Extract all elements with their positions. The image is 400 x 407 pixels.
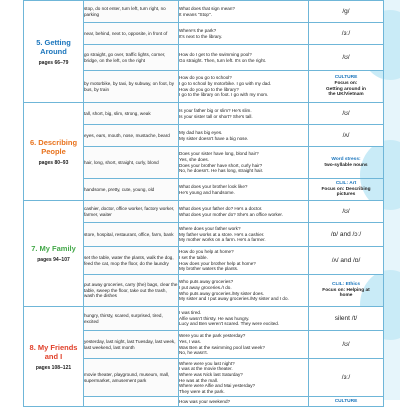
focus-line: Focus on: Helping at: [322, 287, 370, 293]
vocabulary-cell: store, hospital, restaurant, office, farm, bank: [84, 223, 179, 247]
grammar-line: Where was Nick last Saturday?: [179, 371, 243, 377]
grammar-line: Is your father big or slim? He's slim.: [179, 107, 252, 113]
grammar-cell: [179, 23, 309, 45]
grammar-line: My sister doesn't have a big nose.: [179, 135, 249, 141]
grammar-cell: [179, 125, 309, 147]
pronunciation-cell: [309, 359, 384, 397]
grammar-line: No, he wasn't.: [179, 350, 208, 356]
pronunciation-text: /ʊ/: [342, 208, 350, 215]
grammar-line: My sister and I put away groceries./My sister and I do.: [179, 296, 289, 302]
vocabulary-cell: hungry, thirsty, scared, surprised, tired, excited: [84, 307, 179, 331]
focus-heading: Word stress:: [331, 156, 361, 162]
vocabulary-cell: [84, 397, 179, 407]
focus-heading: CULTURE: [334, 74, 358, 80]
focus-line: Focus on:: [334, 80, 358, 86]
vocabulary-cell: handsome, pretty, cute, young, old: [84, 179, 179, 201]
pronunciation-text: /ɒ/ and /ɔː/: [330, 231, 362, 238]
grammar-line: Was Ben at the swimming pool last week?: [179, 344, 265, 350]
grammar-cell: [179, 45, 309, 71]
unit-title: 5. Getting Around: [36, 37, 71, 56]
pronunciation-text: /ʊ/: [342, 54, 350, 61]
pronunciation-cell: [309, 125, 384, 147]
pronunciation-cell: [309, 247, 384, 275]
grammar-line: He's young and handsome.: [179, 189, 235, 195]
grammar-cell: [179, 247, 309, 275]
grammar-cell: [179, 223, 309, 247]
grammar-line: How does your brother help at home?: [179, 260, 256, 266]
focus-line: home: [339, 293, 353, 299]
table-row: [24, 1, 384, 23]
unit-title: 8. My Friends and I: [29, 342, 78, 361]
grammar-line: What does that sign mean?: [179, 5, 235, 11]
grammar-cell: [179, 307, 309, 331]
pronunciation-cell: [309, 45, 384, 71]
vocabulary-cell: movie theater, playground, museum, mall, supermarket, amusement park: [84, 359, 179, 397]
grammar-line: How do I get to the swimming pool?: [179, 51, 252, 57]
pronunciation-text: /ʌ/: [342, 132, 350, 139]
grammar-line: My mother works on a farm. He's a farmer.: [179, 237, 266, 243]
grammar-line: Is your sister tall or short? She's tall.: [179, 113, 253, 119]
vocabulary-cell: by motorbike, by taxi, by subway, on foot, by bus, by train: [84, 71, 179, 103]
syllabus-table: [23, 0, 384, 407]
vocabulary-cell: go straight, go over, traffic lights, corner, bridge, on the left, on the right: [84, 45, 179, 71]
unit-cell: [24, 307, 84, 407]
vocabulary-cell: yesterday, last night, last Tuesday, last week, last weekend, last month: [84, 331, 179, 359]
pronunciation-cell: [309, 223, 384, 247]
grammar-cell: [179, 147, 309, 179]
grammar-line: My brother waters the plants.: [179, 266, 239, 272]
unit-cell: [24, 103, 84, 201]
focus-heading: CLIL: Art: [335, 180, 357, 186]
grammar-line: Go straight. Then, turn left. It's on the right.: [179, 57, 267, 63]
vocabulary-cell: cashier, doctor, office worker, factory worker, farmer, waiter: [84, 201, 179, 223]
grammar-line: How do you go to the library?: [179, 86, 239, 92]
grammar-line: I go to the library on foot. I go with my mom.: [179, 92, 269, 98]
focus-line: the UK/Vietnam: [328, 92, 364, 98]
grammar-line: No, he doesn't. He has long, straight hair.: [179, 168, 264, 174]
grammar-line: I go to school by motorbike. I go with my dad.: [179, 80, 272, 86]
vocabulary-cell: hair, long, short, straight, curly, blond: [84, 147, 179, 179]
grammar-cell: [179, 103, 309, 125]
focus-line: pictures: [336, 192, 356, 198]
unit-pages: pages 94–107: [37, 257, 70, 263]
grammar-cell: [179, 179, 309, 201]
grammar-line: Who puts away groceries?: [179, 279, 234, 285]
focus-cell: [309, 275, 384, 307]
grammar-line: Where were Alfie and Mai yesterday?: [179, 383, 256, 389]
unit-pages: pages 80–93: [38, 159, 69, 166]
grammar-line: I set the table.: [179, 254, 208, 260]
grammar-line: What does your father do? He's a doctor.: [179, 205, 263, 211]
vocabulary-cell: tall, short, big, slim, strong, weak: [84, 103, 179, 125]
unit-cell: [24, 201, 84, 307]
pronunciation-cell: [309, 1, 384, 23]
grammar-line: He was at the mall.: [179, 377, 219, 383]
pronunciation-text: /ɜː/: [341, 374, 351, 381]
grammar-line: Does your brother have short, curly hair?: [179, 162, 263, 168]
focus-line: two-syllable nouns: [324, 162, 368, 168]
grammar-line: My father works at a store. He's a cashier.: [179, 231, 265, 237]
vocabulary-cell: put away groceries, carry (the) bags, clear the table, sweep the floor, take out the trash, wash the dishes: [84, 275, 179, 307]
focus-cell: [309, 397, 384, 407]
grammar-cell: [179, 201, 309, 223]
vocabulary-cell: eyes, ears, mouth, nose, mustache, beard: [84, 125, 179, 147]
grammar-line: I put away groceries./I do.: [179, 284, 232, 290]
grammar-line: It means "Stop".: [179, 11, 212, 17]
pronunciation-cell: [309, 201, 384, 223]
grammar-line: What does your brother look like?: [179, 183, 248, 189]
pronunciation-text: /ʊ/: [342, 341, 350, 348]
focus-cell: [309, 147, 384, 179]
grammar-line: How do you go to school?: [179, 75, 232, 81]
unit-title: 7. My Family: [31, 244, 76, 253]
pronunciation-text: /ɜː/: [341, 30, 351, 37]
vocabulary-cell: set the table, water the plants, walk the dog, feed the cat, mop the floor, do the laundry: [84, 247, 179, 275]
pronunciation-cell: [309, 331, 384, 359]
table-row: [24, 201, 384, 223]
grammar-line: Alfie wasn't thirsty. He was hungry.: [179, 315, 250, 321]
pronunciation-text: silent /t/: [334, 315, 358, 322]
grammar-cell: [179, 359, 309, 397]
pronunciation-text: /g/: [342, 8, 350, 15]
unit-pages: pages 66–79: [38, 59, 69, 66]
grammar-line: What does your mother do? She's an office worker.: [179, 211, 283, 217]
grammar-line: Who puts away groceries./My sister does.: [179, 290, 265, 296]
vocabulary-cell: stop, do not enter, turn left, turn right, no parking: [84, 1, 179, 23]
grammar-line: How do you help at home?: [179, 249, 234, 255]
grammar-line: It's next to the library.: [179, 33, 223, 39]
focus-line: Focus on: Describing: [321, 186, 371, 192]
pronunciation-cell: [309, 103, 384, 125]
grammar-line: How was your weekend?: [179, 398, 231, 404]
vocabulary-cell: near, behind, next to, opposite, in front of: [84, 23, 179, 45]
grammar-line: Were you at the park yesterday?: [179, 333, 246, 339]
grammar-line: They were at the park.: [179, 388, 225, 394]
table-row: [24, 103, 384, 125]
grammar-cell: [179, 331, 309, 359]
grammar-line: I was at the movie theater.: [179, 366, 233, 372]
grammar-line: Does your sister have long, blond hair?: [179, 151, 259, 157]
focus-cell: [309, 179, 384, 201]
grammar-line: Yes, she does.: [179, 156, 209, 162]
focus-cell: [309, 71, 384, 103]
grammar-line: Lucy and Ben weren't scared. They were excited.: [179, 321, 280, 327]
focus-line: Getting around in: [326, 86, 366, 92]
grammar-cell: [179, 275, 309, 307]
grammar-cell: [179, 71, 309, 103]
pronunciation-text: /ʊ/: [342, 110, 350, 117]
focus-heading: CULTURE: [334, 398, 358, 404]
pronunciation-cell: [309, 307, 384, 331]
grammar-line: Where's the park?: [179, 27, 217, 33]
grammar-line: Where were you last night?: [179, 360, 235, 366]
pronunciation-text: /ʌ/ and /ɒ/: [331, 257, 361, 264]
unit-title: 6. Describing People: [29, 137, 78, 156]
table-row: [24, 307, 384, 331]
grammar-cell: [179, 1, 309, 23]
grammar-line: My dad has big eyes.: [179, 129, 223, 135]
unit-cell: [24, 1, 84, 103]
grammar-line: I was tired.: [179, 310, 202, 316]
pronunciation-cell: [309, 23, 384, 45]
grammar-line: Where does your father work?: [179, 226, 241, 232]
focus-heading: CLIL: Ethics: [332, 281, 360, 287]
grammar-line: Yes, I was.: [179, 338, 202, 344]
unit-pages: pages 108–121: [35, 364, 72, 371]
grammar-cell: [179, 397, 309, 407]
